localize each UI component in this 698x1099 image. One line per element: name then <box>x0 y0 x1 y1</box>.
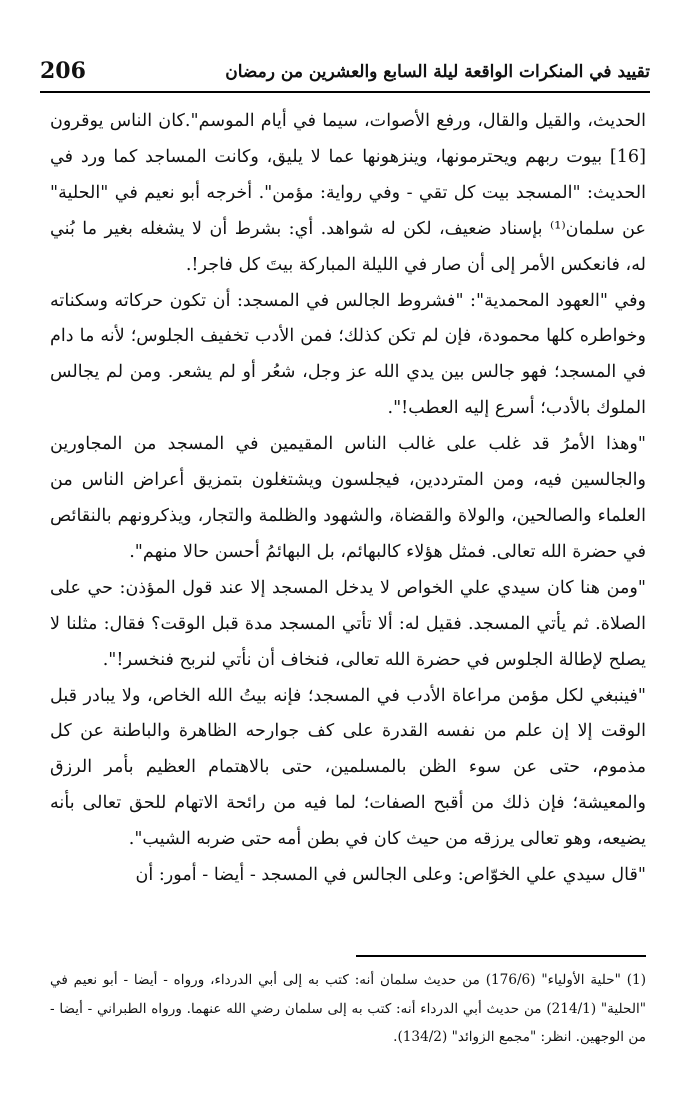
footnote-divider <box>356 955 646 957</box>
footnotes <box>50 966 646 1052</box>
main-text <box>50 104 646 894</box>
running-title: تقييد في المنكرات الواقعة ليلة السابع والعشرين من رمضان <box>225 62 650 82</box>
paragraph: وفي "العهود المحمدية": "فشروط الجالس في المسجد: أن تكون حركاته وسكناته وخواطره كلها محمودة، فإن لم تكن كذلك؛ فمن الأدب تخفيف الجلوس؛ لأنه ما دام في المسجد؛ فهو جالس بين يدي الله عز وجل، شعُر أو لم يشعر. ومن لم يجالس الملوك بالأدب؛ أسرع إليه العطب!". <box>50 290 646 419</box>
paragraph: "وهذا الأمرُ قد غلب على غالب الناس المقيمين في المسجد من المجاورين والجالسين فيه، ومن المترددين، فيجلسون ويشتغلون بتمزيق أعراض الناس من العلماء والصالحين، والولاة والقضاة، والشهود والظلمة والتجار، ويذكرونهم بالنقائص في حضرة الله تعالى. فمثل هؤلاء كالبهائم، بل البهائمُ أحسن حالا منهم". <box>50 434 646 562</box>
header-divider <box>40 91 650 93</box>
page-number: 206 <box>40 58 86 84</box>
paragraph: الحديث، والقيل والقال، ورفع الأصوات، سيما في أيام الموسم".كان الناس يوقرون [16] بيوت ربهم ويحترمونها، وينزهونها عما لا يليق، وكانت المساجد كما ورد في الحديث: "المسجد بيت كل تقي - وفي رواية: مؤمن". أخرجه أبو نعيم في "الحلية" عن سلمان⁽¹⁾ بإسناد ضعيف، لكن له شواهد. أي: بشرط أن لا يشغله بغير ما بُني له، فانعكس الأمر إلى أن صار في الليلة المباركة بيتَ كل فاجر!. <box>50 111 647 275</box>
paragraph: "ومن هنا كان سيدي علي الخواص لا يدخل المسجد إلا عند قول المؤذن: حي على الصلاة. ثم يأتي المسجد. فقيل له: ألا تأتي المسجد مدة قبل الوقت؟ فقال: مثلنا لا يصلح لإطالة الجلوس في حضرة الله تعالى، فنخاف أن نأتي لنربح فنخسر!". <box>50 577 646 670</box>
paragraph: "قال سيدي علي الخوّاص: وعلى الجالس في المسجد - أيضا - أمور: أن <box>135 865 646 886</box>
footnote: (1) "حلية الأولياء" (176/6) من حديث سلمان أنه: كتب به إلى أبي الدرداء، ورواه - أيضا - أبو نعيم في "الحلية" (214/1) من حديث أبي الدرداء أنه: كتب به إلى سلمان رضي الله عنهما. ورواه الطبراني - أيضا - من الوجهين. انظر: "مجمع الزوائد" (134/2). <box>50 972 646 1045</box>
paragraph: "فينبغي لكل مؤمن مراعاة الأدب في المسجد؛ فإنه بيتُ الله الخاص، ولا يبادر قبل الوقت إلا إن علم من نفسه القدرة على كف جوارحه الظاهرة والباطنة عن كل مذموم، حتى عن سوء الظن بالمسلمين، حتى بالاهتمام العظيم بأمر الرزق والمعيشة؛ فإن ذلك من أقبح الصفات؛ لما فيه من رائحة الاتهام للحق تعالى بأنه يضيعه، وهو تعالى يرزقه من حيث كان في بطن أمه حتى ضربه الشيب". <box>50 685 646 850</box>
page-header <box>40 58 650 88</box>
